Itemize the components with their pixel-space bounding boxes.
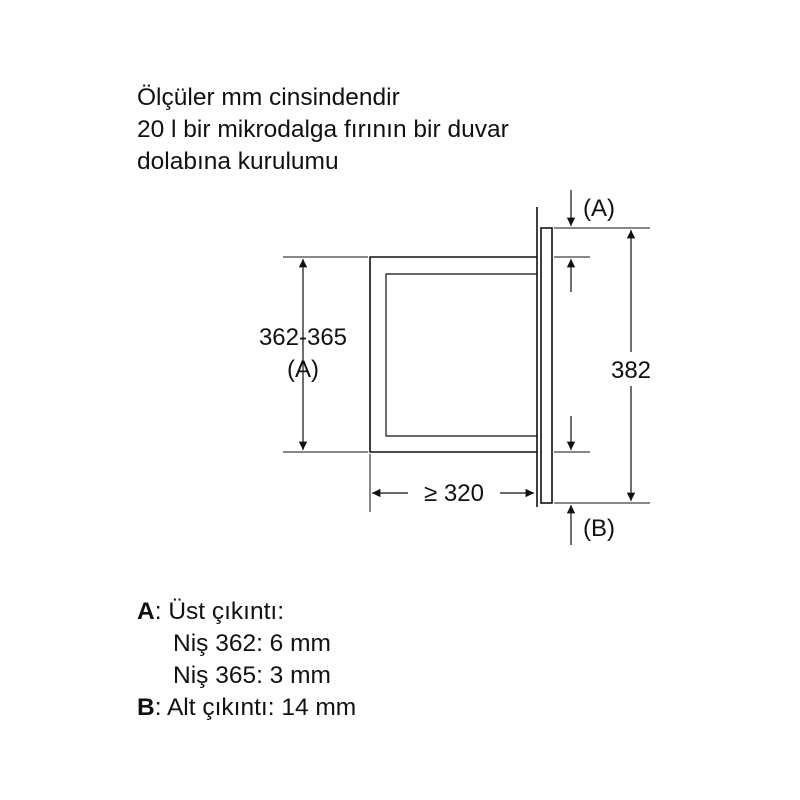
title-line: Ölçüler mm cinsindendir	[137, 84, 400, 111]
legend-a-line1: Niş 362: 6 mm	[173, 630, 331, 657]
legend-b-text: : Alt çıkıntı: 14 mm	[154, 694, 357, 721]
legend-a-key: A	[137, 598, 155, 625]
legend-a-line2: Niş 365: 3 mm	[173, 662, 331, 689]
legend	[137, 596, 356, 724]
front-panel	[541, 228, 552, 503]
legend-b-row	[137, 692, 356, 724]
title-line: 20 l bir mikrodalga fırının bir duvar	[137, 116, 509, 143]
title-line: dolabına kurulumu	[137, 148, 339, 175]
niche-height-ref: (A)	[287, 356, 319, 383]
legend-a-title: : Üst çıkıntı:	[154, 598, 285, 625]
depth-label: ≥ 320	[424, 480, 484, 507]
niche-height-label: 362-365	[258, 324, 348, 351]
legend-b-key: B	[137, 694, 155, 721]
panel-height-label: 382	[610, 357, 652, 384]
bottom-ref-label: (B)	[583, 515, 615, 542]
top-ref-label: (A)	[583, 195, 615, 222]
legend-a-row	[137, 596, 356, 628]
microwave-inner-wall	[386, 274, 537, 436]
microwave-housing	[370, 257, 537, 452]
